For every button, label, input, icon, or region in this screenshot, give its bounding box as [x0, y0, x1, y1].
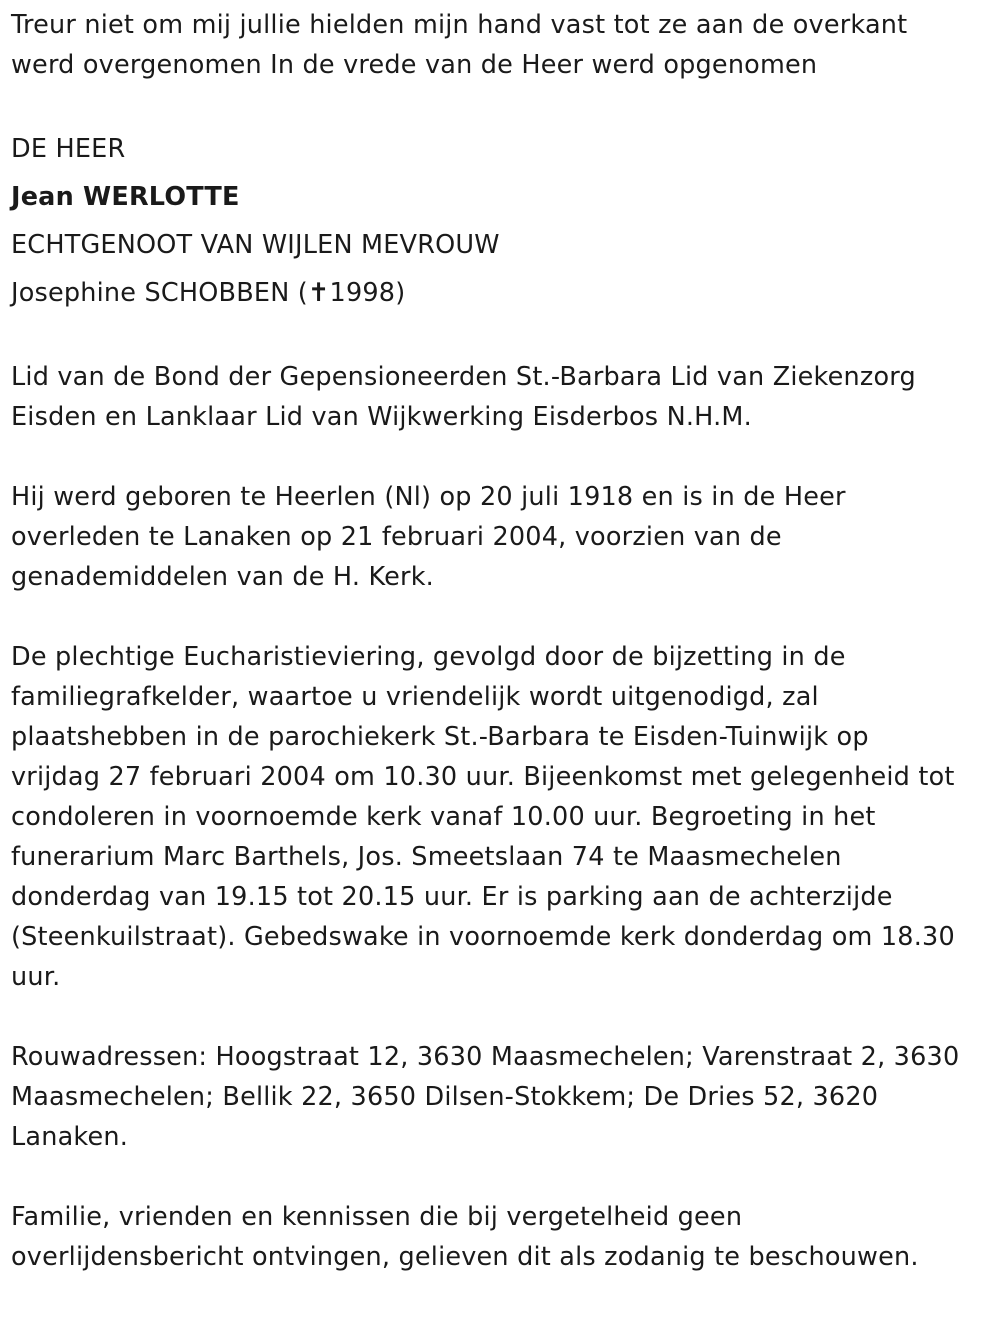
spouse-name: Josephine SCHOBBEN (✝1998) [11, 278, 406, 308]
birth-death-line: Hij werd geboren te Heerlen (Nl) op 20 juli 1918 en is in de Heer [11, 482, 846, 512]
spouse-relation: ECHTGENOOT VAN WIJLEN MEVROUW [11, 230, 500, 260]
ceremony-line: plaatshebben in de parochiekerk St.-Barbara te Eisden-Tuinwijk op [11, 722, 869, 752]
poem-line: werd overgenomen In de vrede van de Heer werd opgenomen [11, 50, 818, 80]
obituary-document [11, 5, 993, 1317]
ceremony-paragraph [11, 637, 993, 997]
poem-line: Treur niet om mij jullie hielden mijn hand vast tot ze aan de overkant [11, 10, 908, 40]
heading-prefix: DE HEER [11, 134, 126, 164]
birth-death-line: overleden te Lanaken op 21 februari 2004, voorzien van de [11, 522, 782, 552]
addresses-line: Lanaken. [11, 1122, 129, 1152]
memberships-paragraph [11, 357, 993, 437]
ceremony-line: De plechtige Eucharistieviering, gevolgd door de bijzetting in de [11, 642, 846, 672]
memberships-line: Eisden en Lanklaar Lid van Wijkwerking Eisderbos N.H.M. [11, 402, 752, 432]
birth-death-paragraph [11, 477, 993, 597]
ceremony-line: uur. [11, 962, 61, 992]
ceremony-line: condoleren in voornoemde kerk vanaf 10.00 uur. Begroeting in het [11, 802, 876, 832]
closing-line: Familie, vrienden en kennissen die bij vergetelheid geen [11, 1202, 743, 1232]
poem-paragraph [11, 5, 993, 85]
deceased-name: Jean WERLOTTE [11, 182, 240, 212]
addresses-line: Rouwadressen: Hoogstraat 12, 3630 Maasmechelen; Varenstraat 2, 3630 [11, 1042, 960, 1072]
birth-death-line: genademiddelen van de H. Kerk. [11, 562, 434, 592]
ceremony-line: funerarium Marc Barthels, Jos. Smeetslaan 74 te Maasmechelen [11, 842, 842, 872]
addresses-paragraph [11, 1037, 993, 1157]
ceremony-line: vrijdag 27 februari 2004 om 10.30 uur. Bijeenkomst met gelegenheid tot [11, 762, 955, 792]
ceremony-line: (Steenkuilstraat). Gebedswake in voornoemde kerk donderdag om 18.30 [11, 922, 955, 952]
ceremony-line: donderdag van 19.15 tot 20.15 uur. Er is parking aan de achterzijde [11, 882, 893, 912]
closing-line: overlijdensbericht ontvingen, gelieven dit als zodanig te beschouwen. [11, 1242, 919, 1272]
addresses-line: Maasmechelen; Bellik 22, 3650 Dilsen-Stokkem; De Dries 52, 3620 [11, 1082, 879, 1112]
closing-paragraph [11, 1197, 993, 1277]
ceremony-line: familiegrafkelder, waartoe u vriendelijk wordt uitgenodigd, zal [11, 682, 819, 712]
memberships-line: Lid van de Bond der Gepensioneerden St.-Barbara Lid van Ziekenzorg [11, 362, 916, 392]
deceased-heading [11, 125, 993, 317]
